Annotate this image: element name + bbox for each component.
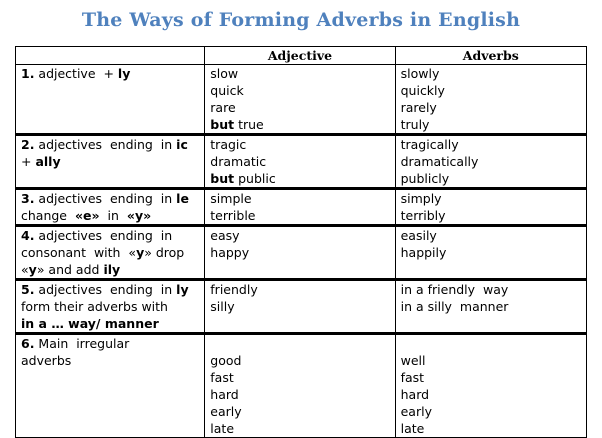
adverb-item: quickly [400,83,445,98]
rule-cell [16,135,205,189]
rule-cell [16,280,205,334]
adverb-item: in a silly manner [400,299,509,314]
rule-cell [16,189,205,226]
rule-number: 5. [21,282,35,297]
table-row [16,189,587,226]
adjective-item [210,281,389,298]
adjective-item [210,244,389,261]
adjective-text: late [210,421,235,436]
adjective-text: early [210,404,242,419]
adverb-item: rarely [400,100,437,115]
header-adjective: Adjective [205,47,395,65]
rule-line [21,136,199,153]
adjective-text: hard [210,387,239,402]
adjective-item [210,190,389,207]
adjective-item [210,116,389,133]
adjective-text: true [234,117,264,132]
rule-number: 1. [21,66,35,81]
header-rule [16,47,205,65]
adjective-text: rare [210,100,236,115]
adjective-text: but [210,117,235,132]
rule-text: ly [117,66,131,81]
rule-line [21,315,199,332]
rule-cell [16,334,205,438]
adjective-item [210,335,389,352]
adverb-item: fast [400,370,425,385]
rule-text: form their adverbs with [21,299,168,314]
adverb-item: dramatically [400,154,479,169]
adverb-item: in a friendly way [400,282,509,297]
rule-line [21,335,199,352]
adjective-text: slow [210,66,239,81]
table-row [16,135,587,189]
table-row [16,226,587,280]
rule-line [21,153,199,170]
adjective-cell [205,226,395,280]
adverb-cell [395,226,586,280]
adverb-item: simply [400,191,442,206]
rule-text: adjectives ending in [34,191,177,206]
adverb-item: slowly [400,66,440,81]
rule-text: y [136,245,145,260]
adjective-item [210,369,389,386]
adjective-cell [205,65,395,135]
adjective-text: good [210,353,242,368]
adjective-text: happy [210,245,250,260]
rule-line [21,207,199,224]
table-row [16,65,587,135]
rule-text: y [28,262,37,277]
adjective-item [210,207,389,224]
adjective-text: quick [210,83,244,98]
rule-line [21,190,199,207]
adjective-text: simple [210,191,252,206]
adjective-text: fast [210,370,234,385]
adverb-cell [395,280,586,334]
table-row [16,280,587,334]
adjective-text: tragic [210,137,247,152]
adjective-item [210,82,389,99]
adjective-item [210,99,389,116]
adjective-item [210,386,389,403]
rule-number: 4. [21,228,35,243]
rule-line [21,227,199,244]
adverb-cell [395,135,586,189]
adverb-item: happily [400,245,447,260]
rule-text: ally [35,154,61,169]
adverb-item: tragically [400,137,459,152]
rule-text: Main irregular [34,336,130,351]
rule-line [21,298,199,315]
table-header-row [16,47,587,65]
adverb-item: terribly [400,208,446,223]
header-adverbs: Adverbs [395,47,586,65]
adverb-cell [395,189,586,226]
rule-line [21,65,199,82]
adjective-item [210,170,389,187]
adverb-cell [395,334,586,438]
adjective-item [210,65,389,82]
rule-number: 6. [21,336,35,351]
rule-text: «e» [74,208,100,223]
rule-text: change [21,208,75,223]
rule-text: adjectives ending in [34,137,177,152]
adverb-item: truly [400,117,430,132]
adjective-item [210,420,389,437]
adjective-item [210,136,389,153]
rule-text: le [176,191,189,206]
adjective-item [210,352,389,369]
adverb-item [401,335,581,352]
adverb-item: well [400,353,426,368]
adjective-cell [205,189,395,226]
page-title: The Ways of Forming Adverbs in English [81,9,521,31]
rule-number: 3. [21,191,35,206]
rule-text: consonant with « [21,245,137,260]
rule-text: » drop [144,245,185,260]
adjective-text: dramatic [210,154,267,169]
adjective-text: friendly [210,282,258,297]
rule-text: in [99,208,127,223]
adverb-item: publicly [400,171,450,186]
adverb-item: late [400,421,425,436]
rule-text: ly [176,282,189,297]
rule-text: ily [103,262,121,277]
rule-cell [16,226,205,280]
adverb-item: easily [400,228,437,243]
table-row [16,334,587,438]
adjective-text: silly [210,299,235,314]
adjective-cell [205,135,395,189]
rule-text: adjectives ending in [34,282,177,297]
adjective-cell [205,280,395,334]
adjective-text [210,336,214,351]
rule-text: adverbs [21,353,72,368]
rule-text: adjectives ending in [34,228,173,243]
adjective-text: terrible [210,208,256,223]
rule-text: «y» [126,208,152,223]
adjective-item [210,153,389,170]
rule-text: + [21,154,36,169]
adjective-cell [205,334,395,438]
rule-text: in a … way/ manner [21,316,159,331]
rule-line [21,244,199,261]
rule-text: adjective + [34,66,118,81]
adjective-item [210,403,389,420]
rule-number: 2. [21,137,35,152]
adjective-text: public [234,171,276,186]
adjective-text: easy [210,228,240,243]
adverb-cell [395,65,586,135]
adjective-text: but [210,171,235,186]
adverb-item: early [400,404,432,419]
adverb-item: hard [400,387,430,402]
table-body [16,65,587,438]
rule-text: « [21,262,29,277]
rule-text: ic [176,137,188,152]
adjective-item [210,298,389,315]
rule-line [21,281,199,298]
rule-line [21,352,199,369]
adverb-formation-table [15,46,587,438]
rule-line [21,261,199,278]
rule-text: » and add [36,262,104,277]
rule-cell [16,65,205,135]
adjective-item [210,227,389,244]
